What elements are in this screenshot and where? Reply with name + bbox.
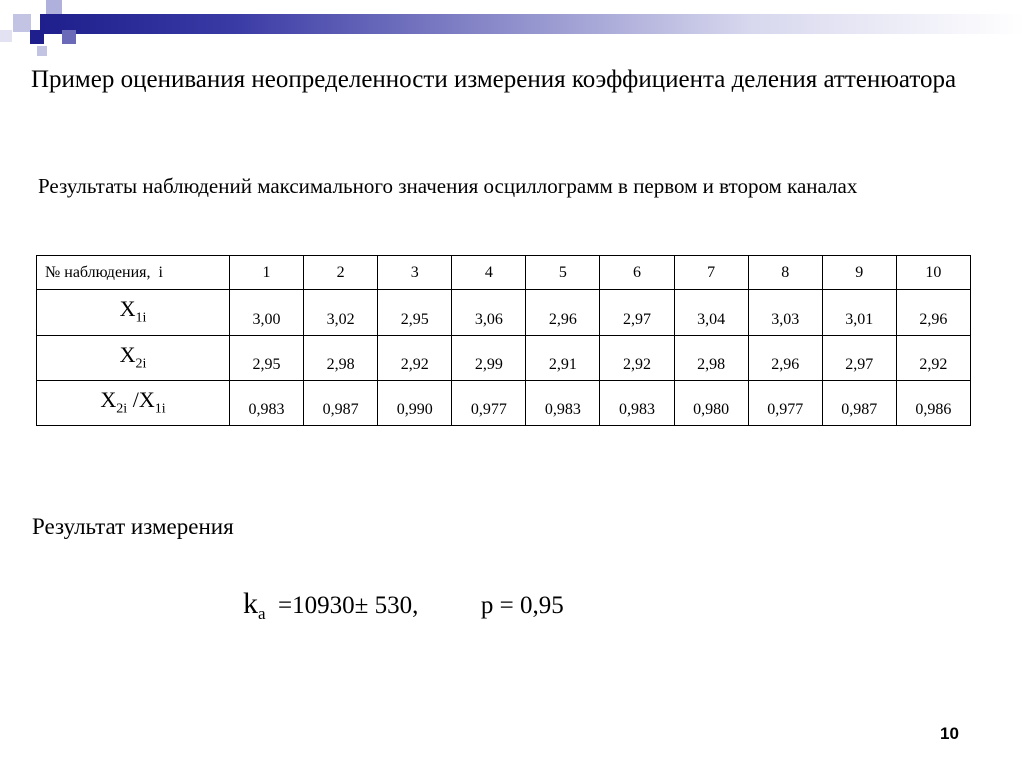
slide-subtitle: Результаты наблюдений максимального значения осциллограмм в первом и втором каналах: [38, 174, 858, 198]
table-cell: 2,99: [452, 336, 526, 381]
table-cell: 0,983: [230, 381, 304, 426]
table-cell: 2,95: [230, 336, 304, 381]
page-number: 10: [940, 724, 959, 743]
p-equals-sign: =: [499, 592, 514, 619]
header-decoration-square: [30, 30, 44, 44]
column-header: 6: [600, 256, 674, 290]
header-label: № наблюдения,: [45, 263, 151, 281]
row-label-x2: [37, 336, 230, 381]
table-row: [37, 381, 971, 426]
table-row: [37, 290, 971, 336]
table-cell: 3,06: [452, 290, 526, 336]
column-header: 8: [748, 256, 822, 290]
row-subscript: 1i: [135, 310, 147, 326]
table-cell: 2,92: [600, 336, 674, 381]
table-cell: 2,97: [822, 336, 896, 381]
p-value: 0,95: [520, 592, 564, 619]
table-cell: 2,98: [304, 336, 378, 381]
header-index: i: [158, 263, 163, 281]
uncertainty-value: 530,: [374, 592, 419, 619]
column-header: 4: [452, 256, 526, 290]
table-cell: 0,977: [452, 381, 526, 426]
p-label: p: [480, 592, 494, 619]
result-formula: [243, 584, 564, 634]
table-row: [37, 336, 971, 381]
header-decoration-square: [0, 30, 12, 42]
ratio-divider: /: [132, 387, 139, 412]
column-header: 10: [896, 256, 970, 290]
header-decoration-square: [37, 46, 47, 56]
column-header: 3: [378, 256, 452, 290]
table-cell: 2,92: [896, 336, 970, 381]
table-cell: 0,983: [526, 381, 600, 426]
table-cell: 2,98: [674, 336, 748, 381]
column-header: 2: [304, 256, 378, 290]
header-decoration-square: [46, 0, 62, 14]
table-cell: 0,986: [896, 381, 970, 426]
table-cell: 0,983: [600, 381, 674, 426]
row-subscript: 2i: [135, 356, 147, 372]
measured-value: 10930: [292, 592, 355, 619]
table-cell: 3,03: [748, 290, 822, 336]
table-cell: 3,04: [674, 290, 748, 336]
column-header: 9: [822, 256, 896, 290]
table-cell: 3,01: [822, 290, 896, 336]
table-cell: 2,95: [378, 290, 452, 336]
table-cell: 2,96: [748, 336, 822, 381]
k-subscript: a: [258, 604, 266, 623]
k-symbol: k: [243, 587, 258, 620]
result-label: Результат измерения: [32, 514, 234, 539]
header-decoration-square: [62, 30, 76, 44]
plus-minus-sign: ±: [354, 592, 369, 619]
row-subscript: 2i: [116, 401, 128, 417]
table-cell: 0,980: [674, 381, 748, 426]
table-cell: 2,91: [526, 336, 600, 381]
observations-table: [36, 255, 971, 426]
column-header: 7: [674, 256, 748, 290]
table-cell: 3,02: [304, 290, 378, 336]
equals-sign: =: [278, 592, 293, 619]
table-cell: 0,987: [822, 381, 896, 426]
table-cell: 2,96: [896, 290, 970, 336]
observation-number-header: [37, 256, 230, 290]
table-cell: 0,987: [304, 381, 378, 426]
table-cell: 2,97: [600, 290, 674, 336]
slide-title: Пример оценивания неопределенности измерения коэффициента деления аттенюатора: [31, 66, 957, 93]
row-subscript-2: 1i: [154, 401, 166, 417]
table-header-row: [37, 256, 971, 290]
table-cell: 2,96: [526, 290, 600, 336]
table-cell: 0,977: [748, 381, 822, 426]
header-decoration-bar: [40, 14, 1024, 34]
row-label-ratio: [37, 381, 230, 426]
column-header: 1: [230, 256, 304, 290]
row-symbol: X: [119, 342, 136, 367]
row-symbol: X: [100, 387, 117, 412]
table-cell: 0,990: [378, 381, 452, 426]
header-decoration-square: [13, 14, 31, 32]
table-cell: 2,92: [378, 336, 452, 381]
row-symbol: X: [119, 296, 136, 321]
row-label-x1: [37, 290, 230, 336]
row-symbol-2: X: [138, 387, 155, 412]
column-header: 5: [526, 256, 600, 290]
table-cell: 3,00: [230, 290, 304, 336]
